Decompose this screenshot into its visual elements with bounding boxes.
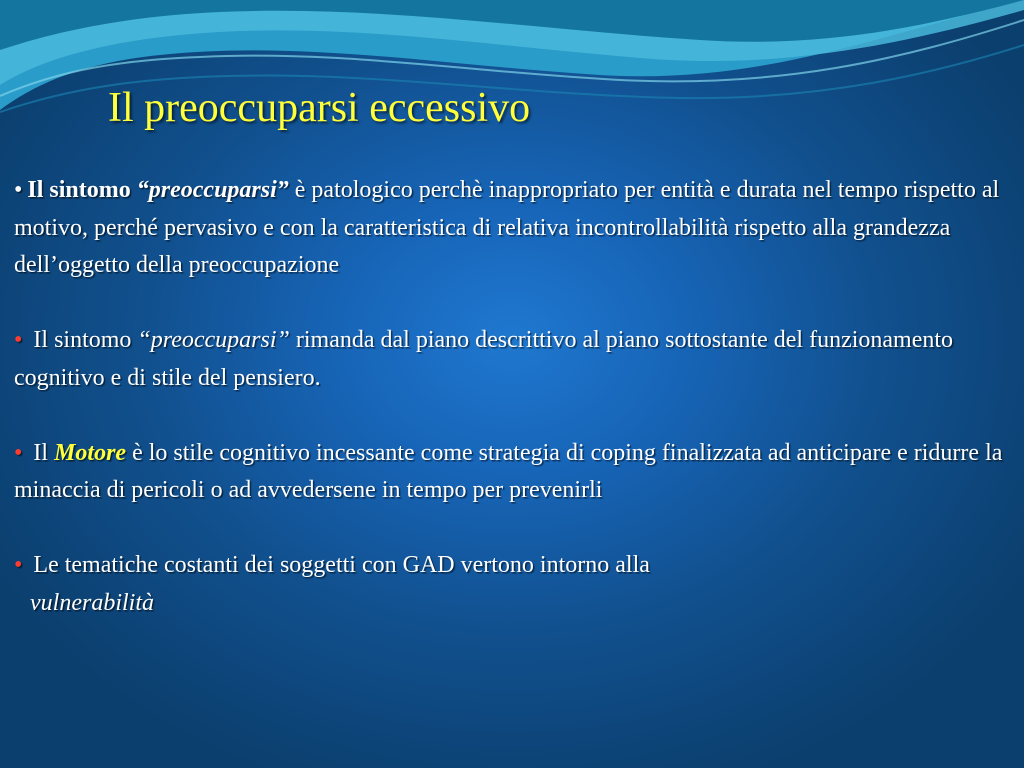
bullet-lead: Il sintomo bbox=[27, 177, 137, 203]
bullet-marker: • bbox=[14, 552, 23, 578]
bullet-list bbox=[14, 172, 1004, 622]
bullet-term: “preoccuparsi” bbox=[137, 327, 290, 353]
bullet-text: Le tematiche costanti dei soggetti con GAD vertono intorno alla bbox=[27, 552, 650, 578]
bullet-item-2 bbox=[14, 322, 1004, 397]
bullet-lead: Il sintomo bbox=[27, 327, 138, 353]
spacer bbox=[14, 285, 1004, 323]
bullet-marker: • bbox=[14, 439, 23, 466]
bullet-item-4-continuation bbox=[14, 585, 1004, 623]
bullet-marker: • bbox=[14, 327, 23, 353]
bullet-lead: Il bbox=[27, 439, 55, 466]
bullet-marker: • bbox=[14, 177, 23, 203]
bullet-text: è lo stile cognitivo incessante come strategia di coping finalizzata ad anticipare e ridurre la minaccia di pericoli o ad avvedersene in tempo per prevenirli bbox=[14, 439, 1003, 503]
spacer bbox=[14, 397, 1004, 435]
spacer bbox=[14, 510, 1004, 548]
bullet-term: “preoccuparsi” bbox=[136, 177, 289, 203]
bullet-text: rimanda dal piano descrittivo al piano sottostante del funzionamento cognitivo e di stile del pensiero. bbox=[14, 327, 954, 391]
bullet-item-3 bbox=[14, 435, 1004, 510]
bullet-term: vulnerabilità bbox=[30, 589, 154, 616]
slide-title: Il preoccuparsi eccessivo bbox=[108, 85, 531, 131]
bullet-text: è patologico perchè inappropriato per entità e durata nel tempo rispetto al motivo, perché pervasivo e con la caratteristica di relativa incontrollabilità rispetto alla grandezza dell’oggetto della preoccupazione bbox=[14, 177, 1000, 278]
bullet-item-4 bbox=[14, 547, 1004, 585]
bullet-term: Motore bbox=[54, 439, 127, 466]
bullet-item-1 bbox=[14, 172, 1004, 285]
